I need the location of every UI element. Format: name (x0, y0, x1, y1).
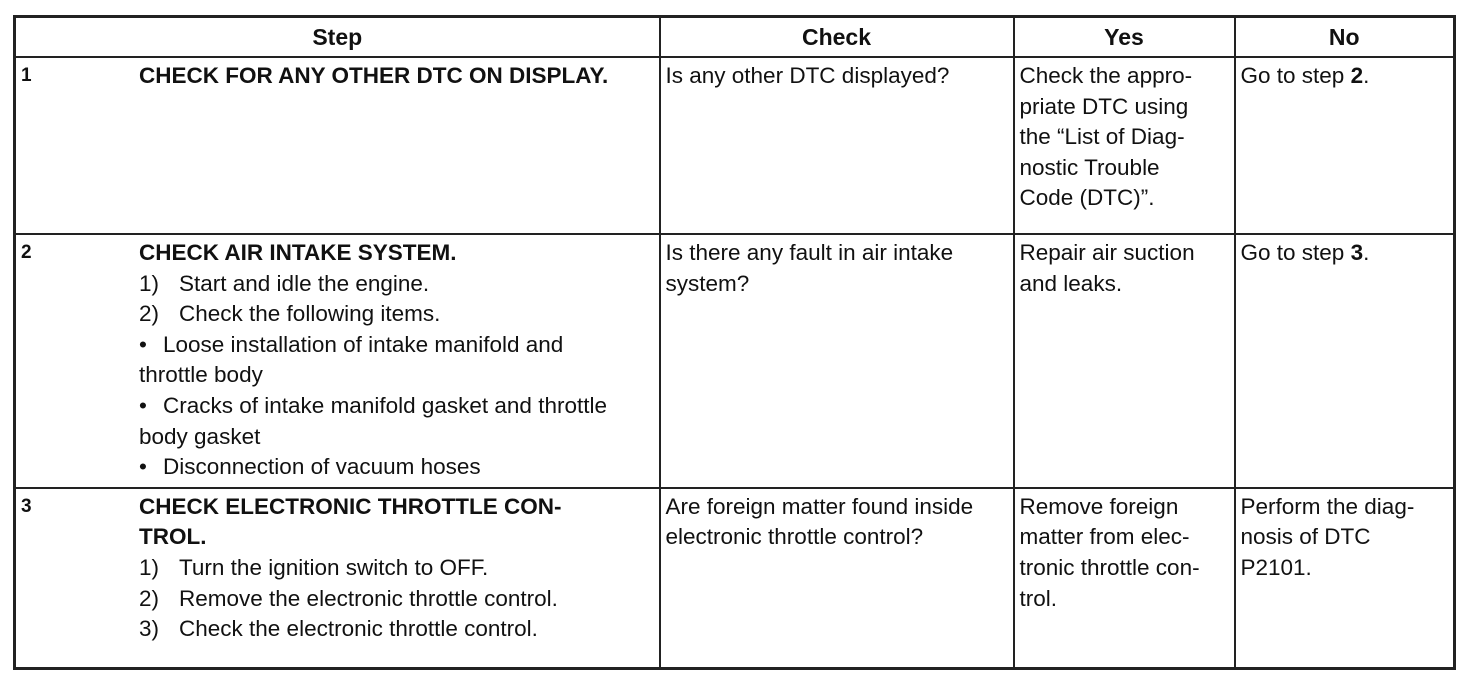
substep-number: 2) (139, 585, 160, 611)
step-title: CHECK FOR ANY OTHER DTC ON DISPLAY. (139, 63, 609, 88)
yes-line: nostic Trouble (1019, 154, 1160, 180)
yes-cell (1014, 57, 1235, 234)
yes-line: priate DTC using (1019, 93, 1189, 119)
check-line: system? (665, 270, 750, 296)
step-cell (15, 488, 660, 669)
bullet-text-cont: throttle body (139, 362, 263, 388)
check-line: Are foreign matter found inside (665, 493, 974, 519)
yes-line: tronic throttle con- (1019, 554, 1200, 580)
yes-cell (1014, 488, 1235, 669)
substep-text: Turn the ignition switch to OFF. (179, 554, 489, 580)
check-line: electronic throttle control? (665, 524, 924, 550)
yes-line: trol. (1019, 585, 1058, 611)
table-row (15, 488, 1455, 669)
step-number: 1 (21, 65, 32, 86)
step-title-cont: TROL. (139, 524, 207, 550)
yes-line: and leaks. (1019, 270, 1123, 296)
step-title: CHECK AIR INTAKE SYSTEM. (139, 240, 457, 265)
header-step: Step (15, 17, 660, 58)
yes-cell (1014, 234, 1235, 488)
substep-number: 2) (139, 301, 160, 327)
step-number: 3 (21, 495, 32, 517)
yes-line: Check the appro- (1019, 63, 1193, 88)
substep-text: Check the following items. (179, 301, 441, 327)
substep (139, 269, 653, 300)
no-line: P2101. (1240, 554, 1312, 580)
no-step-ref: 2 (1350, 63, 1364, 88)
substep (139, 299, 653, 330)
bullet-icon: • (139, 392, 147, 418)
substep-text: Start and idle the engine. (179, 270, 430, 296)
bullet-text: Loose installation of intake manifold and (163, 331, 564, 357)
check-cell (660, 57, 1014, 234)
header-row (15, 17, 1455, 58)
no-suffix: . (1363, 240, 1370, 265)
no-cell (1235, 234, 1455, 488)
substep-text: Check the electronic throttle control. (179, 616, 538, 642)
bullet-item (139, 330, 653, 361)
substep (139, 584, 653, 615)
bullet-icon: • (139, 331, 147, 357)
no-suffix: . (1363, 63, 1370, 88)
no-cell (1235, 57, 1455, 234)
no-line: Perform the diag- (1240, 493, 1415, 519)
yes-line: Repair air suction (1019, 240, 1195, 265)
substep-number: 3) (139, 616, 160, 642)
header-no: No (1235, 17, 1455, 58)
step-number: 2 (21, 242, 32, 263)
table-row (15, 57, 1455, 234)
bullet-icon: • (139, 454, 147, 480)
bullet-text: Disconnection of vacuum hoses (163, 454, 481, 480)
no-step-ref: 3 (1350, 240, 1364, 265)
check-cell (660, 488, 1014, 669)
header-check: Check (660, 17, 1014, 58)
yes-line: matter from elec- (1019, 524, 1190, 550)
no-cell (1235, 488, 1455, 669)
bullet-item (139, 452, 653, 483)
substep-number: 1) (139, 270, 160, 296)
check-text: Is any other DTC displayed? (665, 63, 950, 88)
table-row (15, 234, 1455, 488)
bullet-item (139, 391, 653, 422)
diagnostic-table (13, 15, 1456, 670)
step-cell (15, 57, 660, 234)
check-line: Is there any fault in air intake (665, 240, 954, 265)
substep (139, 553, 653, 584)
no-line: nosis of DTC (1240, 524, 1371, 550)
header-yes: Yes (1014, 17, 1235, 58)
bullet-text: Cracks of intake manifold gasket and throttle (163, 392, 607, 418)
check-cell (660, 234, 1014, 488)
yes-line: the “List of Diag- (1019, 124, 1185, 150)
bullet-text-cont: body gasket (139, 423, 261, 449)
yes-line: Code (DTC)”. (1019, 185, 1155, 211)
no-text: Go to step (1240, 240, 1351, 265)
no-text: Go to step (1240, 63, 1351, 88)
substep-text: Remove the electronic throttle control. (179, 585, 558, 611)
step-title: CHECK ELECTRONIC THROTTLE CON- (139, 493, 562, 519)
yes-line: Remove foreign (1019, 493, 1179, 519)
substep (139, 614, 653, 645)
step-cell (15, 234, 660, 488)
substep-number: 1) (139, 554, 160, 580)
